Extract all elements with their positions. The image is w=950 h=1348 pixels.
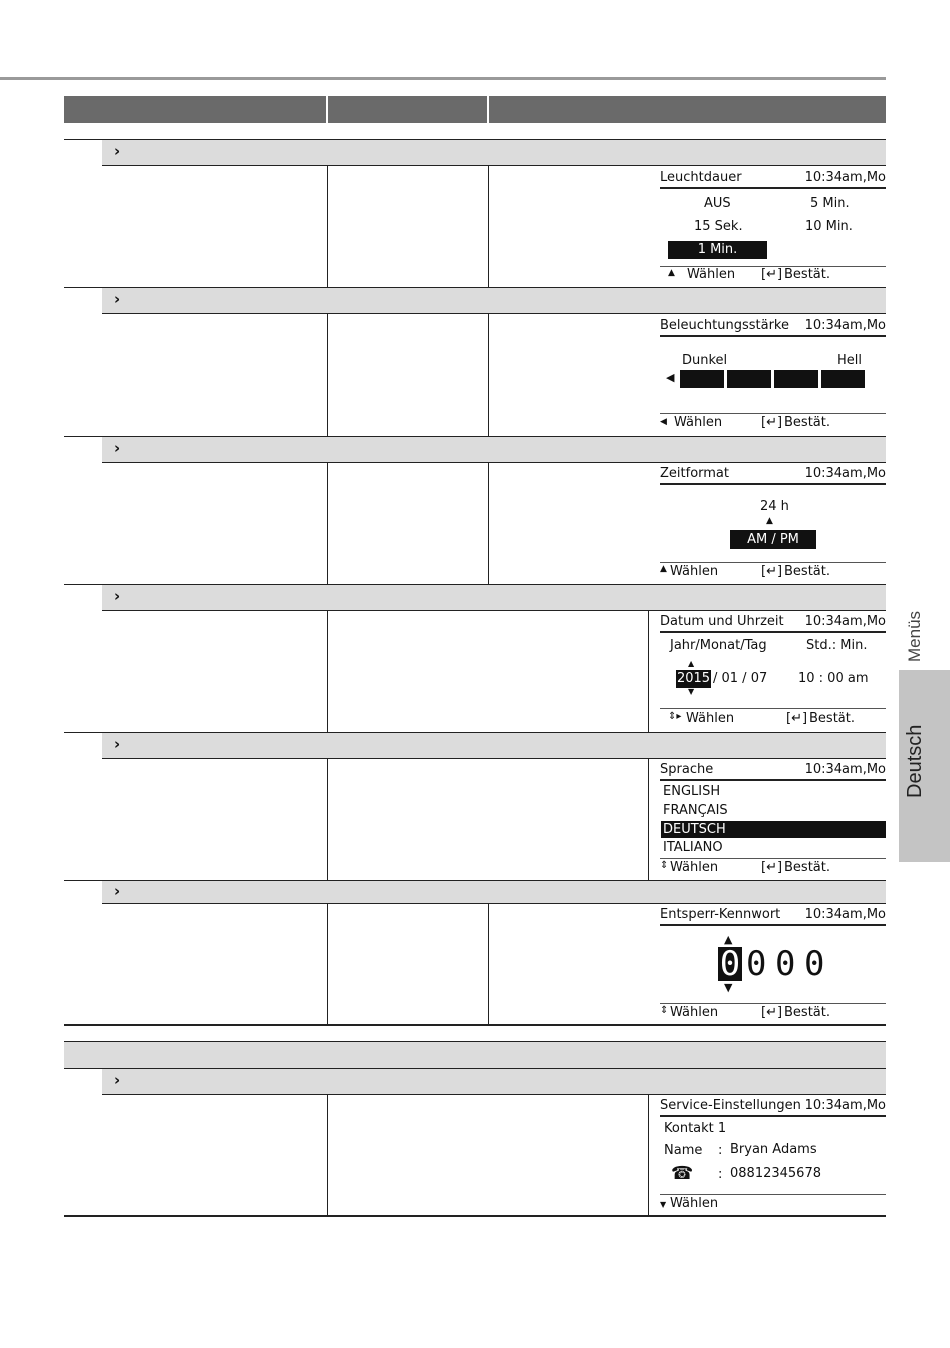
chevron-right-icon: ›: [114, 1071, 121, 1089]
footer-select: Wählen: [674, 415, 723, 430]
column-divider: [648, 1094, 649, 1215]
section-bar: [102, 585, 886, 610]
table-bottom-rule: [64, 1215, 886, 1217]
chevron-right-icon: ›: [114, 882, 121, 900]
contact-label: Kontakt 1: [664, 1121, 727, 1136]
time-format-label: Std.: Min.: [806, 638, 868, 653]
language-deutsch-selected[interactable]: DEUTSCH: [661, 821, 886, 838]
up-arrow-icon: ▲: [688, 659, 695, 668]
level-segment: [821, 370, 865, 388]
lcd-leuchtdauer: [660, 170, 886, 285]
section-bar: [102, 1069, 886, 1094]
phone-icon: ☎: [671, 1163, 694, 1184]
title-rule: [660, 1115, 886, 1117]
month-day[interactable]: / 01 / 07: [713, 671, 768, 686]
header-separator: [487, 96, 489, 123]
screen-title: Zeitformat: [660, 466, 729, 481]
footer-confirm: Bestät.: [809, 711, 855, 726]
name-label: Name: [664, 1143, 703, 1158]
column-divider: [327, 165, 328, 287]
label-dunkel: Dunkel: [682, 353, 728, 368]
option-aus[interactable]: AUS: [704, 196, 731, 211]
column-divider: [488, 903, 489, 1024]
digit-4[interactable]: 0: [804, 944, 825, 984]
enter-key-icon: [↵]: [761, 267, 783, 282]
screen-title: Entsperr-Kennwort: [660, 907, 781, 922]
phone-value: 08812345678: [730, 1166, 821, 1181]
footer-select: Wählen: [670, 564, 719, 579]
screen-time: 10:34am,Mo: [804, 466, 886, 481]
option-ampm-selected[interactable]: AM / PM: [730, 530, 816, 549]
side-tab-menus[interactable]: [899, 600, 950, 670]
level-segment: [727, 370, 771, 388]
footer-confirm: Bestät.: [784, 1005, 830, 1020]
section-bar: [102, 437, 886, 462]
down-arrow-icon: ▼: [688, 687, 695, 696]
title-rule: [660, 483, 886, 485]
brightness-level-bar[interactable]: [680, 370, 866, 388]
title-rule: [660, 924, 886, 926]
clock-time[interactable]: 10 : 00 am: [798, 671, 869, 686]
column-divider: [488, 313, 489, 436]
year-selected[interactable]: 2015: [676, 671, 711, 686]
footer-confirm: Bestät.: [784, 564, 830, 579]
up-down-right-arrow-icon: ⇕▸: [668, 711, 682, 722]
lcd-service: [660, 1098, 886, 1214]
table-header: [64, 96, 886, 123]
option-1min-selected[interactable]: 1 Min.: [668, 241, 767, 259]
lcd-sprache: [660, 762, 886, 878]
lcd-kennwort: [660, 907, 886, 1023]
chevron-right-icon: ›: [114, 290, 121, 308]
side-tab-menus-label: Menüs: [905, 610, 924, 662]
screen-title: Sprache: [660, 762, 714, 777]
footer-rule: [660, 413, 886, 414]
up-down-arrow-icon: ⇕: [660, 860, 669, 871]
column-divider: [488, 462, 489, 584]
side-tab-deutsch[interactable]: [899, 670, 950, 862]
lcd-datum: [660, 614, 886, 730]
up-down-arrow-icon: ⇕: [660, 1005, 669, 1016]
language-english[interactable]: ENGLISH: [663, 784, 721, 799]
screen-title: Datum und Uhrzeit: [660, 614, 784, 629]
chevron-right-icon: ›: [114, 439, 121, 457]
column-divider: [327, 1094, 328, 1215]
row-rule: [102, 1094, 886, 1095]
digit-1-selected[interactable]: 0: [719, 944, 741, 984]
screen-title: Beleuchtungsstärke: [660, 318, 789, 333]
option-5min[interactable]: 5 Min.: [810, 196, 850, 211]
header-separator: [326, 96, 328, 123]
language-francais[interactable]: FRANÇAIS: [663, 803, 728, 818]
footer-rule: [660, 562, 886, 563]
enter-key-icon: [↵]: [761, 1005, 783, 1020]
enter-key-icon: [↵]: [761, 860, 783, 875]
row-rule: [102, 462, 886, 463]
column-divider: [648, 610, 649, 732]
digit-3[interactable]: 0: [775, 944, 796, 984]
up-arrow-icon: ▲: [724, 933, 733, 946]
footer-select: Wählen: [670, 1196, 719, 1211]
footer-select: Wählen: [687, 267, 736, 282]
title-rule: [660, 631, 886, 633]
lcd-beleuchtung: [660, 318, 886, 434]
footer-rule: [660, 708, 886, 709]
left-arrow-icon[interactable]: ◀: [666, 371, 675, 384]
section-bar: [102, 733, 886, 758]
language-italiano[interactable]: ITALIANO: [663, 840, 723, 855]
table-bottom-rule: [64, 1024, 886, 1026]
level-segment: [774, 370, 818, 388]
column-divider: [327, 758, 328, 880]
option-10min[interactable]: 10 Min.: [805, 219, 853, 234]
name-value: Bryan Adams: [730, 1142, 817, 1157]
column-divider: [327, 313, 328, 436]
row-rule: [102, 165, 886, 166]
column-divider: [327, 610, 328, 732]
date-format-label: Jahr/Monat/Tag: [670, 638, 767, 653]
column-divider: [327, 462, 328, 584]
section-header-bar: [64, 1042, 886, 1068]
column-divider: [488, 165, 489, 287]
enter-key-icon: [↵]: [786, 711, 808, 726]
footer-rule: [660, 1003, 886, 1004]
chevron-right-icon: ›: [114, 587, 121, 605]
enter-key-icon: [↵]: [761, 415, 783, 430]
chevron-right-icon: ›: [114, 735, 121, 753]
footer-confirm: Bestät.: [784, 415, 830, 430]
top-rule: [0, 77, 886, 80]
label-hell: Hell: [837, 353, 862, 368]
up-arrow-icon: ▲: [766, 516, 773, 526]
up-arrow-icon: ▲: [660, 564, 667, 574]
column-divider: [327, 903, 328, 1024]
left-arrow-icon: ◀: [660, 417, 667, 427]
section-bar: [102, 881, 886, 903]
row-rule: [102, 903, 886, 904]
screen-time: 10:34am,Mo: [804, 1098, 886, 1113]
screen-time: 10:34am,Mo: [804, 907, 886, 922]
footer-rule: [660, 1194, 886, 1195]
screen-time: 10:34am,Mo: [804, 170, 886, 185]
up-arrow-icon: ▲: [668, 268, 675, 278]
screen-title: Service-Einstellungen: [660, 1098, 801, 1113]
section-bar: [102, 288, 886, 313]
down-arrow-icon: ▼: [724, 981, 733, 994]
enter-key-icon: [↵]: [761, 564, 783, 579]
chevron-right-icon: ›: [114, 142, 121, 160]
footer-select: Wählen: [686, 711, 735, 726]
title-rule: [660, 335, 886, 337]
screen-time: 10:34am,Mo: [804, 318, 886, 333]
column-divider: [648, 758, 649, 880]
footer-confirm: Bestät.: [784, 267, 830, 282]
row-rule: [102, 313, 886, 314]
side-tab-deutsch-label: Deutsch: [904, 724, 926, 798]
title-rule: [660, 187, 886, 189]
screen-time: 10:34am,Mo: [804, 762, 886, 777]
footer-select: Wählen: [670, 1005, 719, 1020]
section-bar: [102, 140, 886, 165]
level-segment: [680, 370, 724, 388]
footer-rule: [660, 858, 886, 859]
digit-2[interactable]: 0: [746, 944, 767, 984]
option-24h[interactable]: 24 h: [760, 499, 789, 514]
title-rule: [660, 779, 886, 781]
screen-time: 10:34am,Mo: [804, 614, 886, 629]
phone-separator: :: [718, 1167, 723, 1182]
row-rule: [102, 758, 886, 759]
footer-select: Wählen: [670, 860, 719, 875]
screen-title: Leuchtdauer: [660, 170, 742, 185]
lcd-zeitformat: [660, 466, 886, 582]
row-rule: [102, 610, 886, 611]
name-separator: :: [718, 1143, 723, 1158]
down-arrow-icon: ▼: [660, 1200, 667, 1209]
footer-confirm: Bestät.: [784, 860, 830, 875]
option-15sek[interactable]: 15 Sek.: [694, 219, 743, 234]
